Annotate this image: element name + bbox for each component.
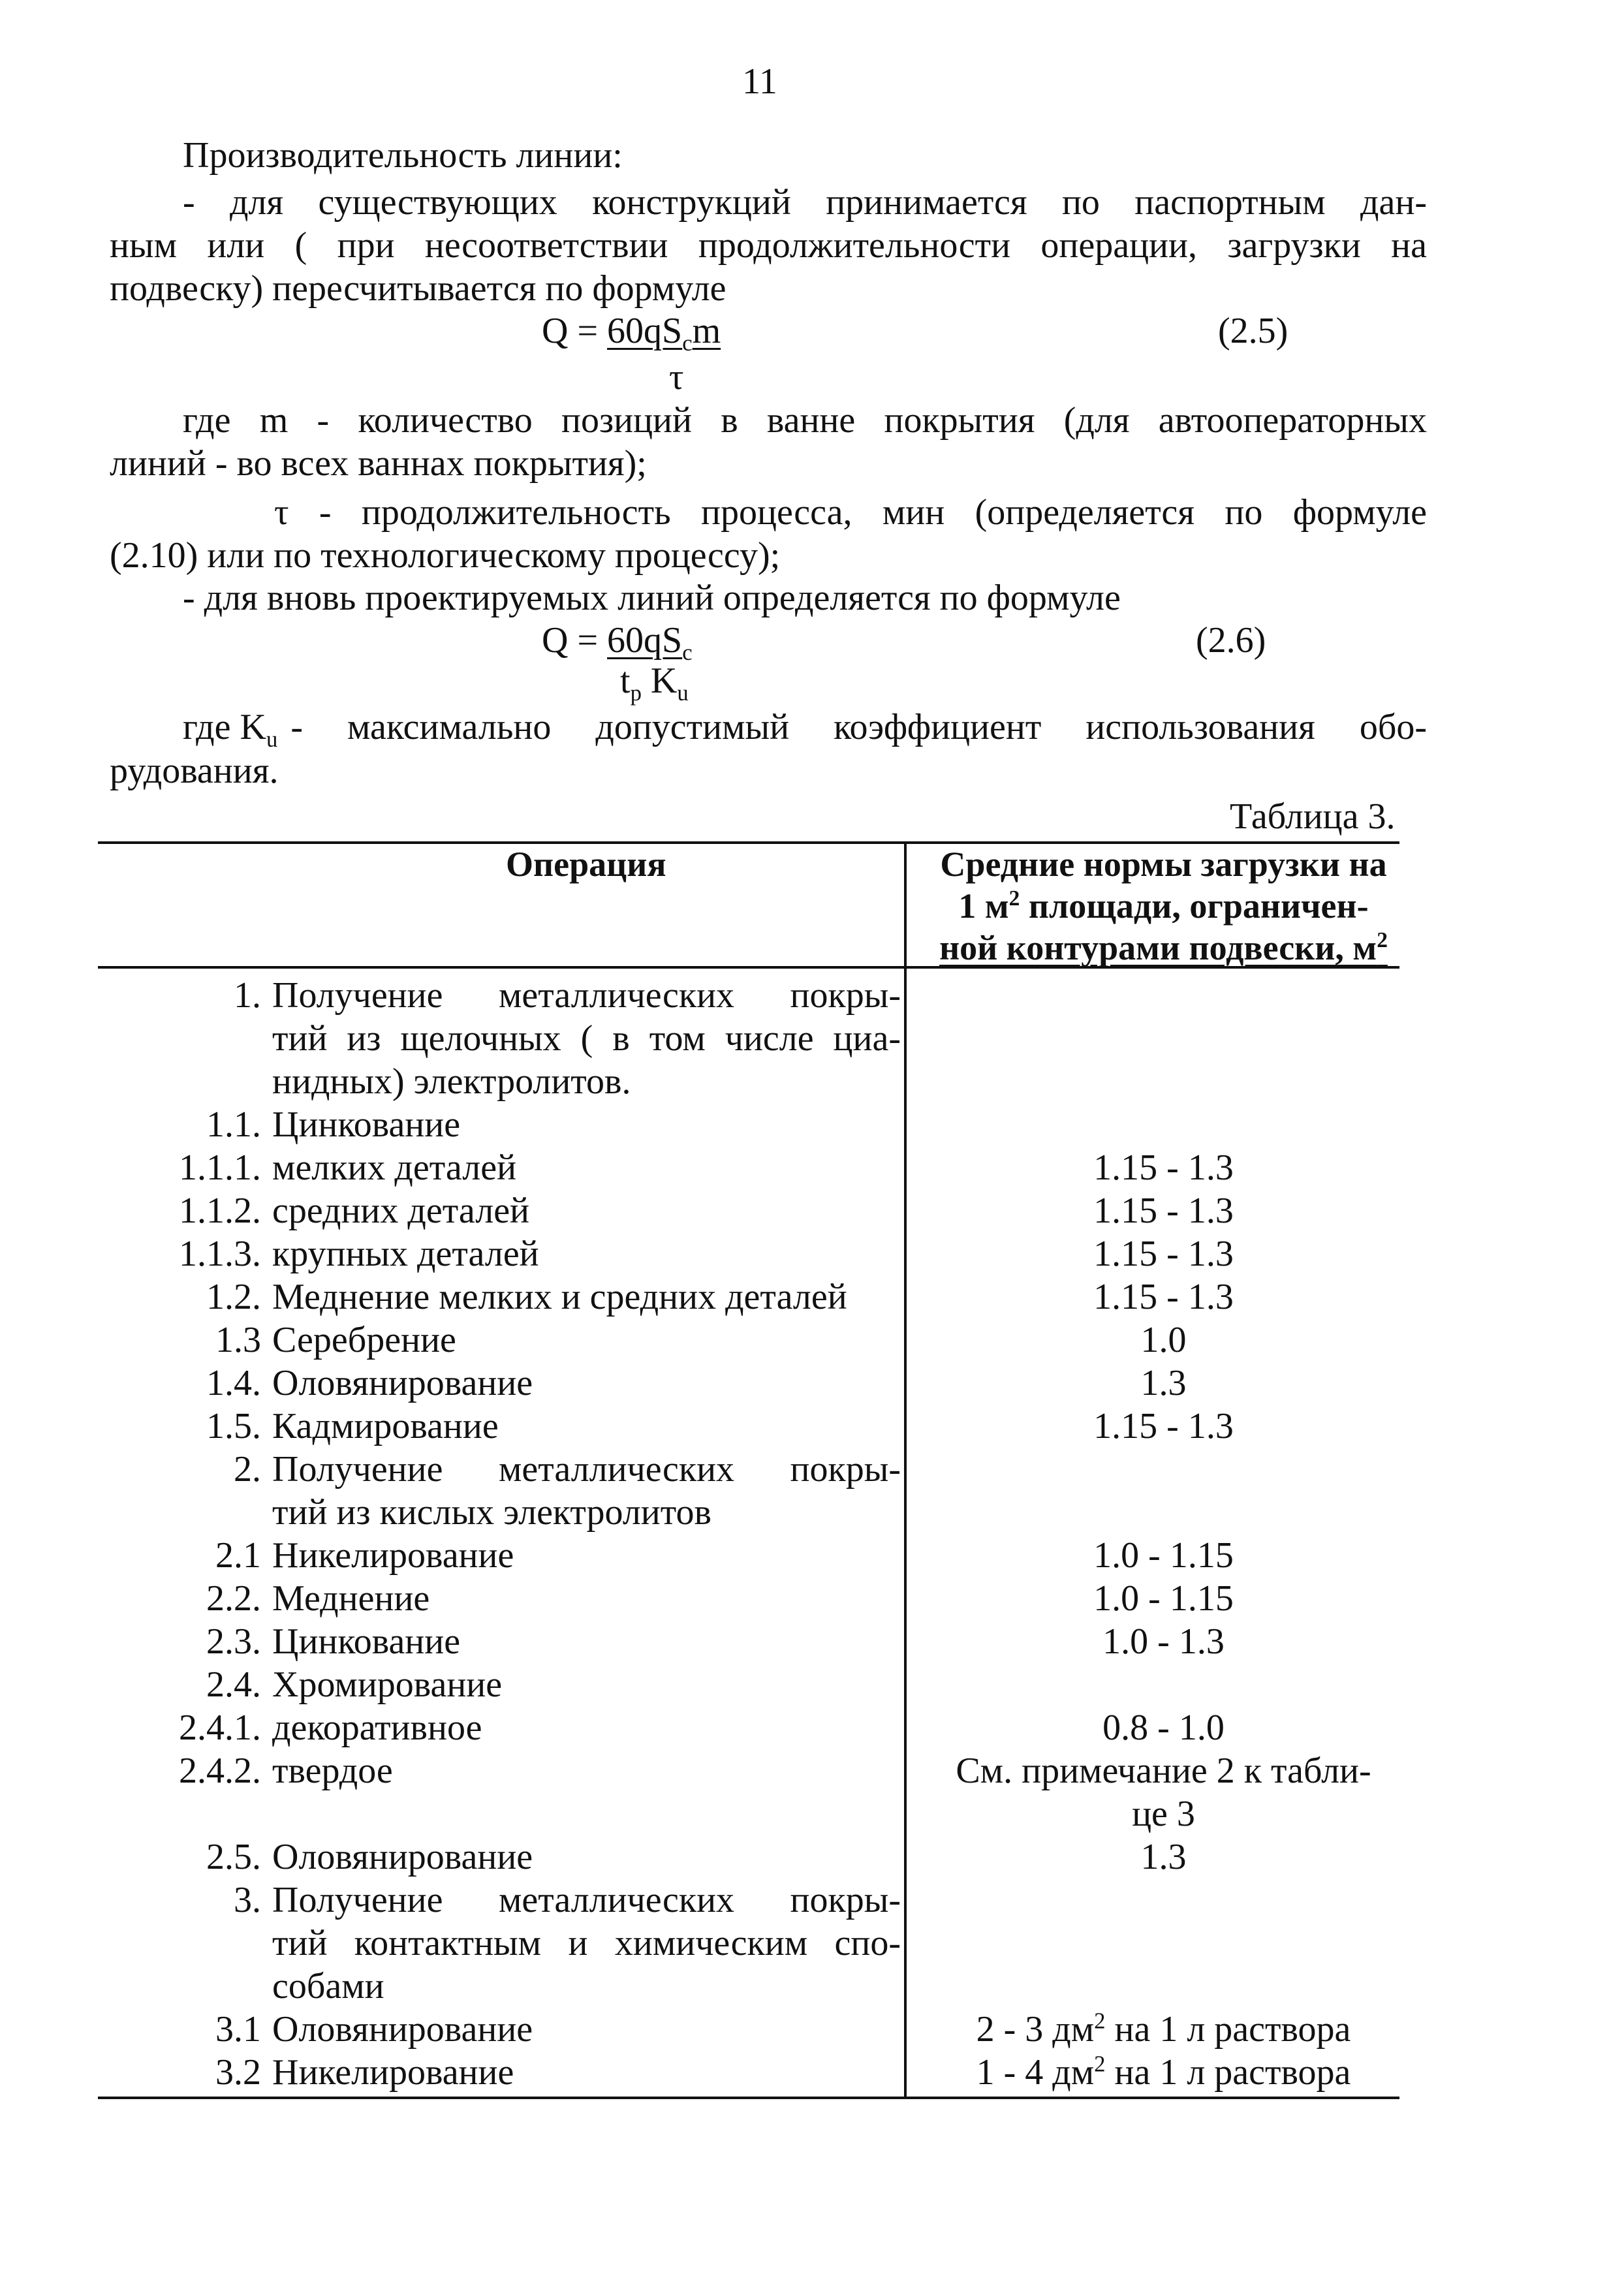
table-row-operation: декоративное <box>272 1708 482 1748</box>
where-ku-prefix-text: где K <box>183 707 266 747</box>
table-header-norm <box>914 843 1413 969</box>
table-row-value-b: на 1 л раствора <box>1105 2009 1351 2050</box>
table-row-value: 1.15 - 1.3 <box>1093 1191 1234 1231</box>
formula-2-6 <box>542 619 693 666</box>
table-row-value-b: на 1 л раствора <box>1105 2052 1351 2093</box>
table-caption: Таблица 3. <box>1230 796 1396 837</box>
table-row-value: 1.0 - 1.15 <box>1093 1578 1234 1619</box>
table-row-number: 2.2. <box>206 1578 261 1619</box>
table-header-norm-line-2b: площади, ограничен- <box>1020 886 1369 926</box>
table-row-value-a: 1 - 4 дм <box>976 2052 1095 2093</box>
formula-2-6-den-t: t <box>620 661 631 701</box>
formula-2-6-den-t-sub: p <box>630 680 642 706</box>
formula-2-5-numerator-main: 60qS <box>607 311 683 351</box>
table-header-norm-line-3 <box>914 927 1413 969</box>
table-row-number: 1.1.3. <box>179 1234 261 1274</box>
intro-line-3: подвеску) пересчитывается по формуле <box>110 268 726 309</box>
table-row-operation: Меднение мелких и средних деталей <box>272 1277 847 1317</box>
table-row-operation: твердое <box>272 1751 393 1791</box>
table-row-value: 1.15 - 1.3 <box>1093 1406 1234 1446</box>
table-header-norm-line-2a: 1 м <box>958 886 1009 926</box>
table-header-norm-line-2-sup: 2 <box>1008 886 1020 911</box>
table-row-operation: тий контактным и химическим спо- <box>272 1923 901 1963</box>
formula-2-5-denominator: τ <box>669 357 684 398</box>
table-row-operation: крупных деталей <box>272 1234 539 1274</box>
intro-heading: Производительность линии: <box>183 135 623 176</box>
table-row-number: 3. <box>234 1880 261 1920</box>
formula-2-6-numerator-main: 60qS <box>607 620 683 661</box>
table-row-value <box>914 2008 1413 2051</box>
table-row-operation: Оловянирование <box>272 1363 533 1403</box>
table-row-number: 3.2 <box>215 2052 261 2093</box>
formula-2-5-number: (2.5) <box>1218 311 1288 351</box>
table-row-value: 1.0 - 1.3 <box>1102 1621 1225 1662</box>
table-row-value: 1.15 - 1.3 <box>1093 1234 1234 1274</box>
table-row-value: 1.15 - 1.3 <box>1093 1147 1234 1188</box>
table-row-number: 2.4. <box>206 1664 261 1705</box>
table-row-value: 1.3 <box>1140 1363 1187 1403</box>
table-row-operation: нидных) электролитов. <box>272 1061 631 1102</box>
where-ku-prefix-sub: u <box>266 726 278 753</box>
table-row-number: 1.1.2. <box>179 1191 261 1231</box>
intro-line-1: - для существующих конструкций принимается по паспортным дан- <box>183 182 1427 223</box>
table-row-value-sup: 2 <box>1094 2051 1106 2077</box>
table-row-number: 1.3 <box>215 1320 261 1360</box>
formula-2-5 <box>542 309 721 356</box>
table-row-operation: Никелирование <box>272 2052 514 2093</box>
table-row-value: 1.0 <box>1140 1320 1187 1360</box>
table-bottom-rule <box>98 2097 1399 2099</box>
table-row-value: См. примечание 2 к табли- <box>956 1751 1371 1791</box>
table-row-number: 1.1.1. <box>179 1147 261 1188</box>
formula-2-5-numerator-sub: c <box>682 330 693 356</box>
table-column-divider <box>904 841 907 2098</box>
table-row-operation: Меднение <box>272 1578 430 1619</box>
table-header-norm-line-3-sup: 2 <box>1377 928 1388 952</box>
table-header-operation: Операция <box>506 845 666 884</box>
table-row-value: 1.15 - 1.3 <box>1093 1277 1234 1317</box>
formula-2-5-lhs: Q = <box>542 311 608 351</box>
table-header-norm-line-3a: ной контурами подвески, м <box>939 928 1377 967</box>
where-tau-line-1: τ - продолжительность процесса, мин (определяется по формуле <box>274 492 1427 533</box>
table-row-operation: Оловянирование <box>272 1837 533 1877</box>
where-m-line-2: линий - во всех ваннах покрытия); <box>110 443 647 484</box>
table-row-number: 2.4.2. <box>179 1751 261 1791</box>
table-row-number: 3.1 <box>215 2009 261 2050</box>
table-row-number: 2.1 <box>215 1535 261 1576</box>
table-row-operation: тий из щелочных ( в том числе циа- <box>272 1018 901 1059</box>
table-row-value: 1.0 - 1.15 <box>1093 1535 1234 1576</box>
table-row-operation: собами <box>272 1966 384 2006</box>
formula-2-6-numerator-sub: c <box>682 640 693 666</box>
table-row-number: 1.2. <box>206 1277 261 1317</box>
table-row-number: 2.4.1. <box>179 1708 261 1748</box>
table-row-operation: средних деталей <box>272 1191 530 1231</box>
table-row-number: 2. <box>234 1449 261 1490</box>
table-row-value: 0.8 - 1.0 <box>1102 1708 1225 1748</box>
table-row-value <box>914 2051 1413 2094</box>
table-row-number: 2.5. <box>206 1837 261 1877</box>
table-row-value: 1.3 <box>1140 1837 1187 1877</box>
where-ku-line-1 <box>183 706 1427 753</box>
table-row-number: 2.3. <box>206 1621 261 1662</box>
formula-2-5-numerator-tail: m <box>692 311 721 351</box>
page-number: 11 <box>742 61 777 102</box>
formula-2-6-number: (2.6) <box>1196 620 1266 661</box>
table-row-operation: Оловянирование <box>272 2009 533 2050</box>
table-row-number: 1. <box>234 975 261 1016</box>
table-row-number: 1.5. <box>206 1406 261 1446</box>
table-row-operation: Получение металлических покры- <box>272 1880 901 1920</box>
table-header-norm-line-1: Средние нормы загрузки на <box>940 845 1387 884</box>
where-tau-line-2: (2.10) или по технологическому процессу); <box>110 535 781 576</box>
table-row-operation: Никелирование <box>272 1535 514 1576</box>
table-row-operation: Цинкование <box>272 1104 461 1145</box>
table-row-operation: Получение металлических покры- <box>272 975 901 1016</box>
formula-2-6-lhs: Q = <box>542 620 608 661</box>
formula-2-6-denominator <box>620 659 689 706</box>
table-row-operation: Цинкование <box>272 1621 461 1662</box>
table-row-operation: тий из кислых электролитов <box>272 1492 711 1533</box>
formula-2-5-numerator <box>607 311 721 356</box>
table-row-value-sup: 2 <box>1094 2008 1106 2034</box>
where-ku-rest: - максимально допустимый коэффициент использования обо- <box>290 707 1427 747</box>
where-ku-line-2: рудования. <box>110 751 279 791</box>
table-row-number: 1.4. <box>206 1363 261 1403</box>
where-m-line-1: где m - количество позиций в ванне покрытия (для автооператорных <box>183 400 1427 441</box>
table-row-value-a: 2 - 3 дм <box>976 2009 1095 2050</box>
table-row-operation: Серебрение <box>272 1320 456 1360</box>
table-row-operation: Кадмирование <box>272 1406 499 1446</box>
formula-2-6-den-k: K <box>641 661 678 701</box>
table-row-operation: мелких деталей <box>272 1147 517 1188</box>
table-header-norm-line-2 <box>914 885 1413 927</box>
new-lines-text: - для вновь проектируемых линий определяется по формуле <box>183 578 1121 618</box>
formula-2-6-den-k-sub: u <box>677 680 689 706</box>
table-row-value: це 3 <box>1132 1794 1195 1834</box>
intro-line-2: ным или ( при несоответствии продолжительности операции, загрузки на <box>110 225 1427 266</box>
table-row-operation: Хромирование <box>272 1664 503 1705</box>
where-ku-prefix <box>183 706 278 753</box>
table-row-number: 1.1. <box>206 1104 261 1145</box>
formula-2-6-numerator <box>607 620 693 666</box>
table-row-operation: Получение металлических покры- <box>272 1449 901 1490</box>
